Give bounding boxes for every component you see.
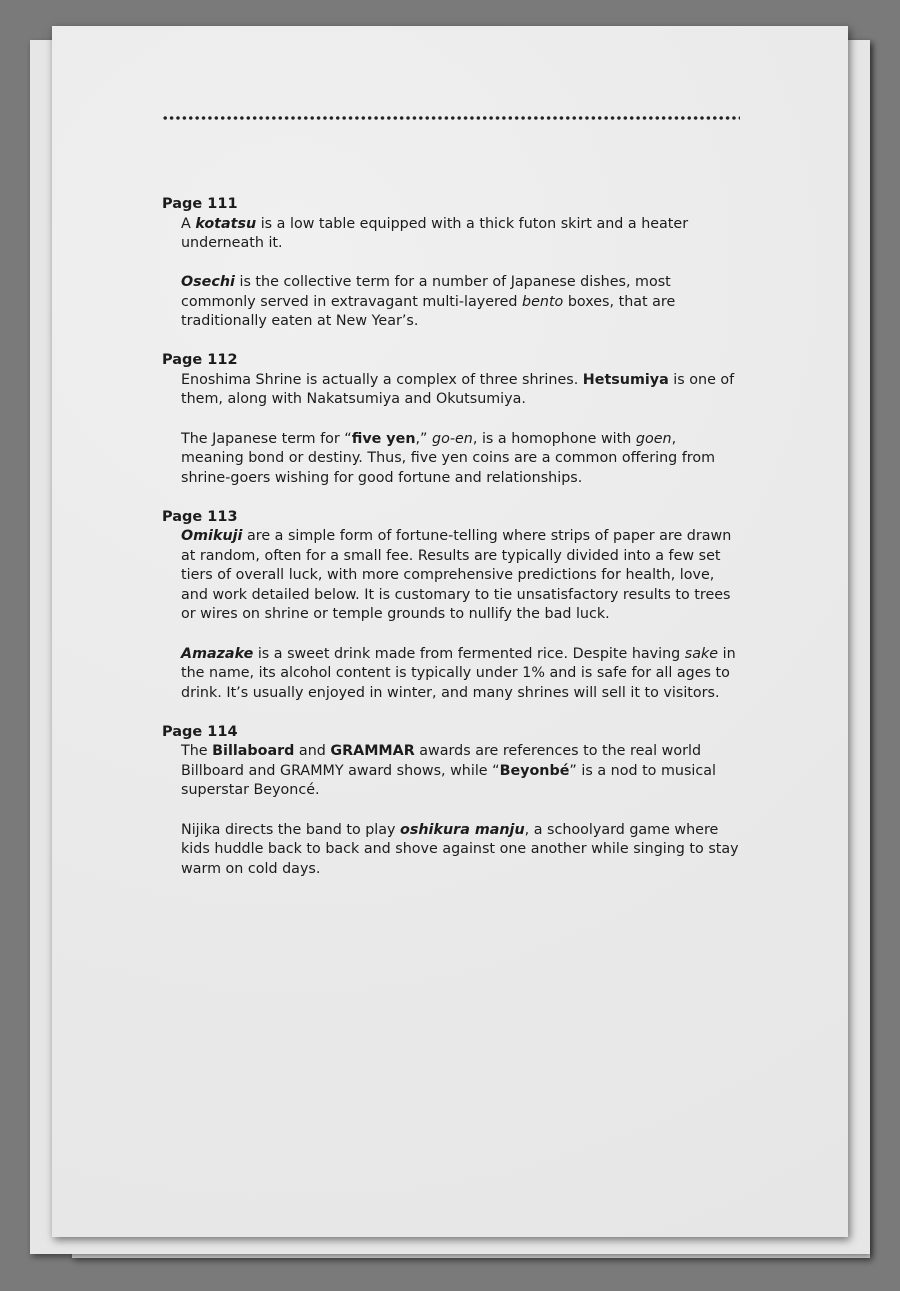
note-text: ,”: [415, 430, 433, 447]
emphasized-term: Hetsumiya: [582, 371, 669, 388]
note-text: is the collective term for a number of Japanese dishes, most commonly served in extravagant multi-layered: [181, 274, 671, 310]
emphasized-term: goen: [635, 430, 672, 447]
note-text: is a low table equipped with a thick futon skirt and a heater underneath it.: [181, 215, 689, 252]
note-text: awards are references to the real world Billboard and GRAMMY award shows, while “: [181, 743, 702, 779]
note-text: , a schoolyard game where kids huddle back to back and shove against one another while singing to stay warm on cold days.: [181, 821, 739, 877]
translation-notes: [162, 195, 742, 899]
dotted-divider: [162, 115, 740, 121]
emphasized-term: Beyonbé: [499, 762, 570, 779]
emphasized-term: kotatsu: [195, 215, 257, 232]
page-heading: Page 114: [162, 723, 238, 740]
note-paragraph: [181, 273, 743, 332]
emphasized-term: go-en: [432, 430, 473, 447]
emphasized-term: Billaboard: [212, 743, 295, 760]
note-text: A: [181, 215, 196, 232]
note-paragraph: [181, 742, 743, 801]
note-paragraph: [181, 821, 743, 880]
note-paragraph: [181, 527, 743, 625]
note-paragraph: [181, 430, 743, 489]
note-text: boxes, that are traditionally eaten at New Year’s.: [181, 293, 676, 330]
emphasized-term: oshikura manju: [400, 821, 525, 838]
note-section: [162, 723, 742, 879]
note-section: [162, 351, 742, 488]
note-text: The Japanese term for “: [181, 430, 352, 447]
note-paragraph: [181, 371, 743, 410]
note-section: [162, 195, 742, 332]
emphasized-term: sake: [684, 645, 719, 662]
emphasized-term: bento: [522, 293, 564, 310]
note-text: and: [294, 743, 331, 760]
note-text: , meaning bond or destiny. Thus, five yen coins are a common offering from shrine-goers wishing for good fortune and relationships.: [181, 430, 716, 486]
emphasized-term: Omikuji: [181, 528, 243, 545]
note-text: , is a homophone with: [472, 430, 636, 447]
note-text: in the name, its alcohol content is typically under 1% and is safe for all ages to drink. It’s usually enjoyed in winter, and many shrines will sell it to visitors.: [181, 645, 736, 701]
note-section: [162, 508, 742, 703]
note-text: Enoshima Shrine is actually a complex of three shrines.: [181, 371, 583, 388]
note-text: are a simple form of fortune-telling where strips of paper are drawn at random, often for a small fee. Results are typically divided into a few set tiers of overall luck, with more comprehensive predictions for health, love, and work detailed below. It is customary to tie unsatisfactory results to trees or wires on shrine or temple grounds to nullify the bad luck.: [181, 528, 732, 623]
page-heading: Page 113: [162, 508, 238, 525]
note-text: Nijika directs the band to play: [181, 821, 401, 838]
note-paragraph: [181, 645, 743, 704]
emphasized-term: Osechi: [181, 274, 235, 291]
note-text: ” is a nod to musical superstar Beyoncé.: [181, 762, 716, 799]
note-text: is one of them, along with Nakatsumiya and Okutsumiya.: [181, 371, 735, 408]
note-text: The: [181, 743, 213, 760]
note-paragraph: [181, 215, 743, 254]
emphasized-term: Amazake: [181, 645, 254, 662]
page-heading: Page 111: [162, 196, 238, 212]
note-text: is a sweet drink made from fermented rice. Despite having: [253, 645, 685, 662]
emphasized-term: GRAMMAR: [330, 743, 415, 760]
page-heading: Page 112: [162, 352, 238, 369]
document-page: [52, 26, 848, 1237]
emphasized-term: five yen: [351, 430, 416, 447]
